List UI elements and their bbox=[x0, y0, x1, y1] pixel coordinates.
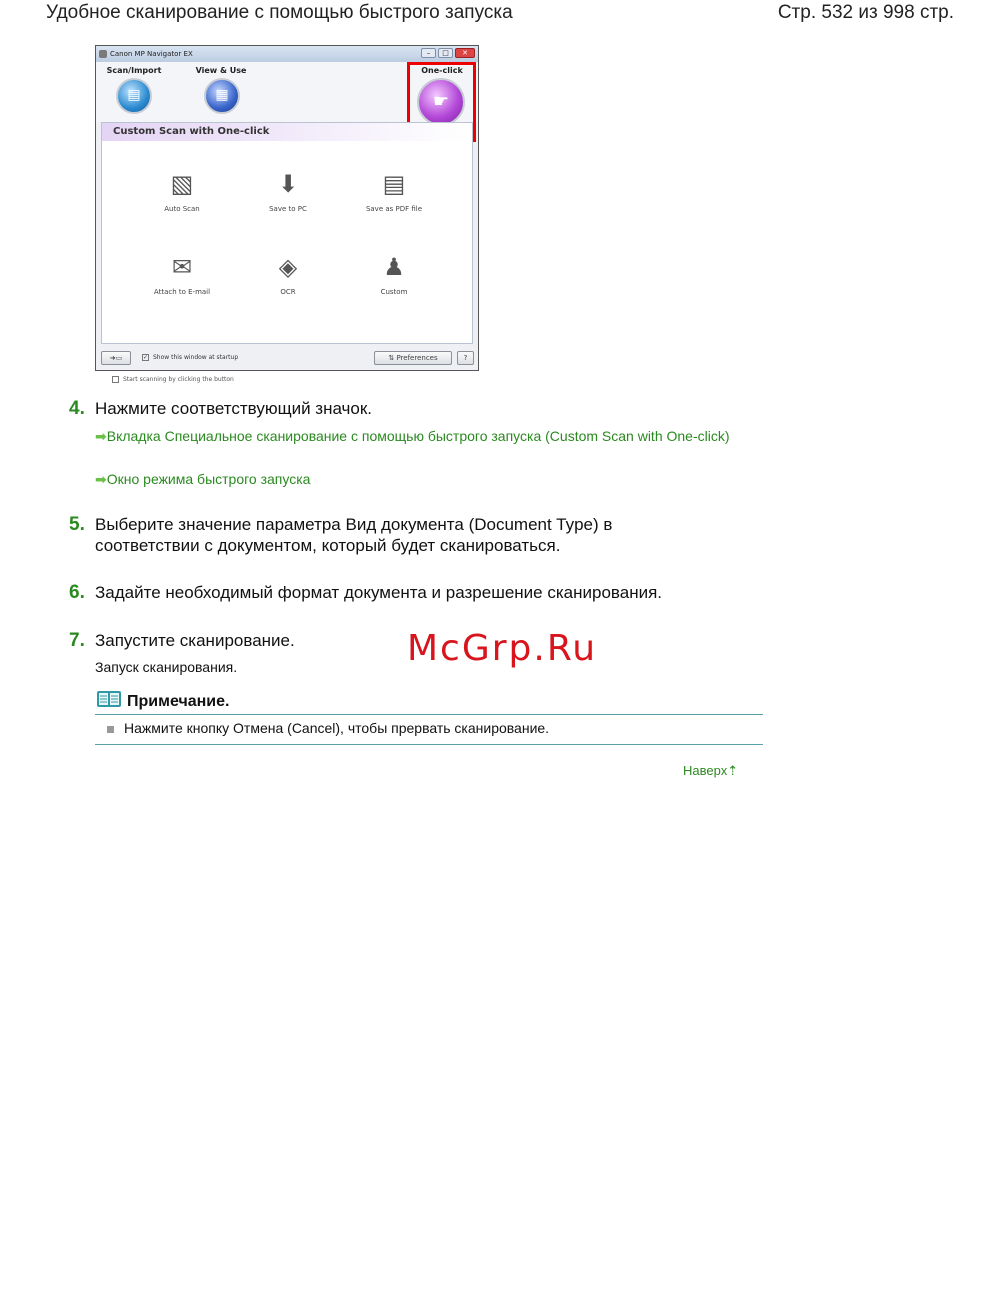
back-to-top-label: Наверх bbox=[683, 763, 728, 778]
start-scanning-checkbox[interactable] bbox=[112, 376, 119, 383]
show-at-startup-checkbox[interactable]: ✓ bbox=[143, 354, 149, 361]
panel-title: Custom Scan with One-click bbox=[102, 123, 472, 141]
bullet-icon bbox=[107, 726, 114, 733]
save-to-pc-label: Save to PC bbox=[269, 205, 307, 213]
tab-one-click[interactable]: One-click bbox=[421, 66, 463, 75]
custom-button[interactable] bbox=[349, 252, 439, 296]
start-scanning-label: Start scanning by clicking the button bbox=[123, 376, 234, 383]
tab-view-use[interactable]: View & Use bbox=[195, 66, 247, 75]
book-icon bbox=[96, 690, 122, 708]
arrow-right-icon: ➡ bbox=[95, 471, 107, 487]
switch-mode-button[interactable]: ➜▭ bbox=[101, 351, 131, 365]
link-text: Окно режима быстрого запуска bbox=[106, 471, 311, 487]
page-number: Стр. 532 из 998 стр. bbox=[777, 2, 954, 23]
save-to-pc-icon: ⬇ bbox=[277, 170, 299, 198]
step-number: 4. bbox=[69, 398, 85, 419]
note-item-text: Нажмите кнопку Отмена (Cancel), чтобы прервать сканирование. bbox=[124, 720, 550, 736]
one-click-icon[interactable]: ☛ bbox=[417, 78, 465, 126]
save-pdf-label: Save as PDF file bbox=[365, 205, 423, 213]
minimize-button[interactable]: – bbox=[421, 48, 436, 58]
attach-email-label: Attach to E-mail bbox=[153, 288, 211, 296]
close-button[interactable]: ✕ bbox=[455, 48, 475, 58]
page-header-title: Удобное сканирование с помощью быстрого запуска bbox=[46, 2, 513, 23]
arrow-right-icon: ➡ bbox=[95, 428, 107, 444]
note-item bbox=[107, 720, 549, 736]
window-footer bbox=[96, 346, 478, 370]
step-number: 5. bbox=[69, 514, 85, 535]
view-use-icon[interactable]: ▦ bbox=[204, 78, 240, 114]
step-number: 6. bbox=[69, 582, 85, 603]
save-pdf-button[interactable] bbox=[349, 169, 439, 213]
note-divider-top bbox=[95, 714, 763, 715]
save-to-pc-button[interactable] bbox=[243, 169, 333, 213]
step-text: Выберите значение параметра Вид документа (Document Type) в соответствии с документом, который будет сканироваться. bbox=[95, 515, 613, 555]
preferences-button[interactable] bbox=[374, 351, 452, 365]
step-number: 7. bbox=[69, 630, 85, 651]
attach-email-button[interactable] bbox=[137, 252, 227, 296]
preferences-label: Preferences bbox=[396, 354, 438, 362]
link-text: Вкладка Специальное сканирование с помощью быстрого запуска (Custom Scan with One-click) bbox=[106, 428, 730, 444]
navigator-window-screenshot bbox=[95, 45, 479, 383]
ocr-icon: ◈ bbox=[278, 253, 298, 281]
note-divider-bottom bbox=[95, 744, 763, 745]
start-scanning-option[interactable] bbox=[112, 376, 234, 383]
show-at-startup-option[interactable] bbox=[142, 354, 238, 361]
auto-scan-icon: ▧ bbox=[170, 170, 194, 198]
help-button[interactable]: ? bbox=[457, 351, 474, 365]
auto-scan-label: Auto Scan bbox=[164, 205, 200, 213]
window-titlebar bbox=[96, 46, 478, 62]
email-icon: ✉ bbox=[171, 253, 193, 281]
app-icon bbox=[99, 50, 107, 58]
note-title: Примечание. bbox=[127, 693, 230, 710]
window-title: Canon MP Navigator EX bbox=[110, 50, 193, 58]
tab-scan-import[interactable]: Scan/Import bbox=[106, 66, 162, 75]
maximize-button[interactable]: □ bbox=[438, 48, 453, 58]
person-icon: ♟ bbox=[383, 253, 405, 281]
arrow-up-icon: ⇡ bbox=[727, 763, 739, 778]
custom-label: Custom bbox=[380, 288, 408, 296]
step-7-description: Запуск сканирования. bbox=[95, 659, 238, 675]
preferences-icon: ⇅ bbox=[388, 354, 397, 362]
step-text: Нажмите соответствующий значок. bbox=[95, 399, 373, 418]
step-text: Запустите сканирование. bbox=[95, 631, 295, 650]
ocr-button[interactable] bbox=[243, 252, 333, 296]
link-custom-scan-tab[interactable] bbox=[95, 427, 745, 445]
auto-scan-button[interactable] bbox=[137, 169, 227, 213]
show-at-startup-label: Show this window at startup bbox=[153, 354, 239, 361]
back-to-top-link[interactable] bbox=[683, 763, 738, 779]
scan-import-icon[interactable]: ▤ bbox=[116, 78, 152, 114]
pdf-icon: ▤ bbox=[382, 170, 406, 198]
link-one-click-window[interactable] bbox=[95, 470, 745, 488]
watermark: McGrp.Ru bbox=[407, 628, 598, 669]
ocr-label: OCR bbox=[280, 288, 296, 296]
step-text: Задайте необходимый формат документа и разрешение сканирования. bbox=[95, 583, 663, 602]
